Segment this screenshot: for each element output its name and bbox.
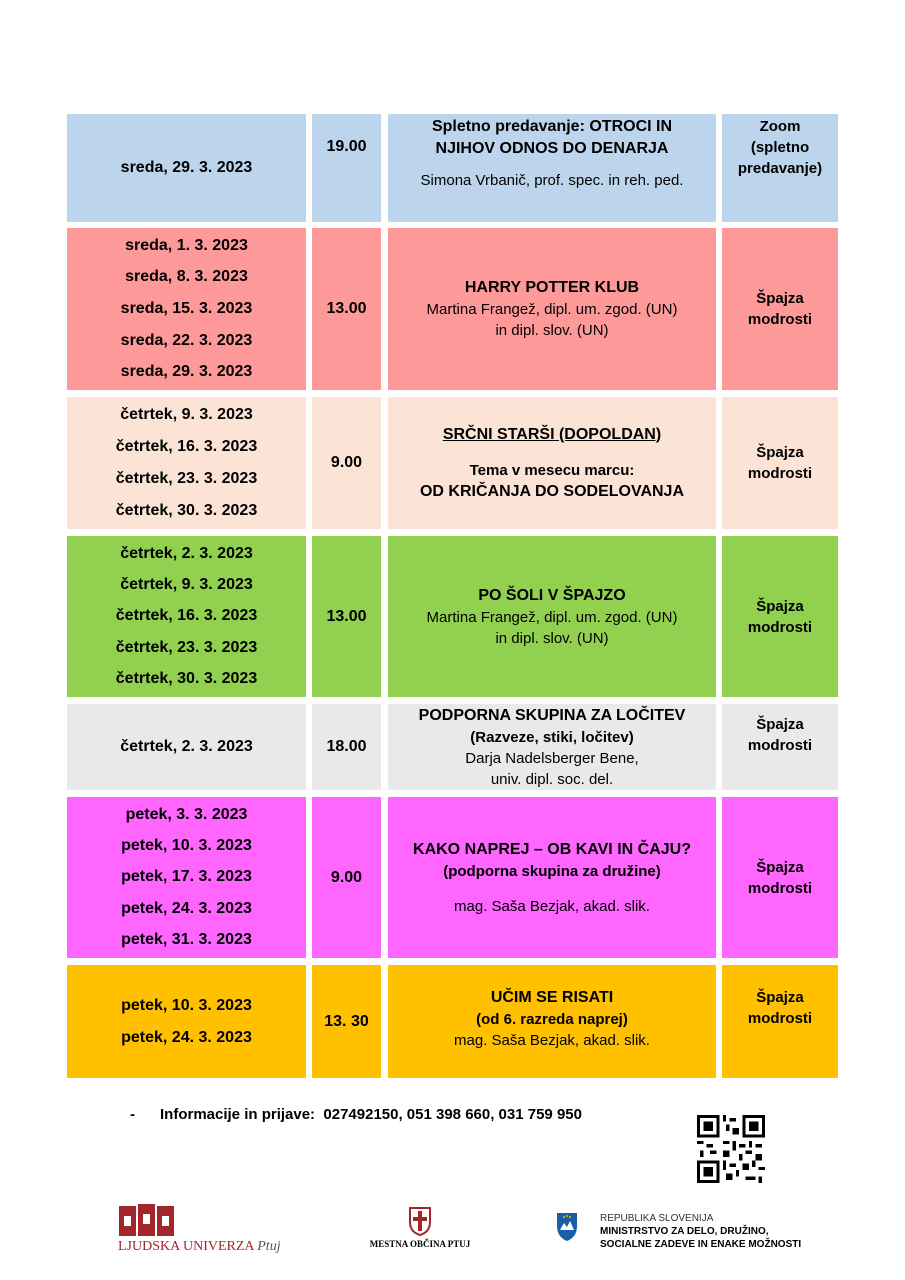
event-row-3 <box>67 397 838 529</box>
location-line: predavanje) <box>737 160 823 177</box>
event-subtitle: (od 6. razreda naprej) <box>476 1011 628 1028</box>
location-line: modrosti <box>747 311 813 328</box>
logo-text: MINISTRSTVO ZA DELO, DRUŽINO, <box>600 1226 769 1237</box>
event-presenter: in dipl. slov. (UN) <box>495 629 609 647</box>
logo-text: REPUBLIKA SLOVENIJA <box>600 1213 714 1224</box>
time-cell <box>312 228 381 390</box>
event-date: četrtek, 30. 3. 2023 <box>115 502 258 519</box>
event-row-5 <box>67 704 838 790</box>
event-date: četrtek, 30. 3. 2023 <box>115 670 258 688</box>
event-date: četrtek, 2. 3. 2023 <box>120 544 253 562</box>
event-row-7 <box>67 965 838 1078</box>
event-presenter: mag. Saša Bezjak, akad. slik. <box>454 1032 650 1049</box>
mestna-obcina-logo <box>360 1206 480 1256</box>
event-row-1 <box>67 114 838 222</box>
event-title: PODPORNA SKUPINA ZA LOČITEV <box>418 706 686 724</box>
time-cell <box>312 114 381 222</box>
event-presenter: univ. dipl. soc. del. <box>490 770 614 788</box>
location-cell <box>722 228 838 390</box>
event-date: petek, 17. 3. 2023 <box>121 868 252 886</box>
location-cell <box>722 114 838 222</box>
location-line: modrosti <box>747 465 813 482</box>
location-cell <box>722 965 838 1078</box>
event-presenter: Simona Vrbanič, prof. spec. in reh. ped. <box>420 172 684 189</box>
title-cell <box>388 797 716 958</box>
title-cell <box>388 704 716 790</box>
ministry-logo <box>556 1212 826 1258</box>
event-title: PO ŠOLI V ŠPAJZO <box>478 586 626 604</box>
location-line: Zoom <box>759 118 801 135</box>
location-cell <box>722 536 838 697</box>
time-cell <box>312 965 381 1078</box>
location-line: Špajza <box>756 989 804 1006</box>
location-line: Špajza <box>756 716 804 733</box>
title-main: OTROCI IN NJIHOV ODNOS DO DENARJA <box>435 118 673 157</box>
coat-of-arms-icon <box>408 1206 432 1236</box>
time-cell <box>312 536 381 697</box>
event-date: četrtek, 16. 3. 2023 <box>115 438 258 455</box>
title-cell <box>388 965 716 1078</box>
logo-text: UNIVERZA <box>182 1239 254 1254</box>
time-cell <box>312 797 381 958</box>
event-title: HARRY POTTER KLUB <box>464 279 640 296</box>
date-cell <box>67 114 306 222</box>
event-date: četrtek, 23. 3. 2023 <box>115 638 258 656</box>
location-line: modrosti <box>747 618 813 636</box>
event-date: petek, 24. 3. 2023 <box>121 1028 252 1046</box>
event-time: 18.00 <box>326 738 367 755</box>
date-cell <box>67 797 306 958</box>
date-cell <box>67 965 306 1078</box>
time-cell <box>312 704 381 790</box>
title-cell <box>388 397 716 529</box>
date-cell <box>67 536 306 697</box>
event-time: 9.00 <box>330 868 363 886</box>
date-cell <box>67 397 306 529</box>
building-icon <box>118 1202 176 1236</box>
event-subtitle: (podporna skupina za družine) <box>443 862 661 880</box>
event-presenter: in dipl. slov. (UN) <box>495 322 609 339</box>
event-title: KAKO NAPREJ – OB KAVI IN ČAJU? <box>413 840 691 858</box>
info-label: Informacije in prijave: <box>160 1106 316 1123</box>
event-date: sreda, 22. 3. 2023 <box>120 331 253 349</box>
event-date: četrtek, 2. 3. 2023 <box>120 738 253 755</box>
event-presenter: mag. Saša Bezjak, akad. slik. <box>454 897 650 915</box>
event-date: četrtek, 9. 3. 2023 <box>120 406 253 423</box>
event-presenter: Martina Frangež, dipl. um. zgod. (UN) <box>426 608 678 626</box>
event-presenter: Darja Nadelsberger Bene, <box>465 749 639 767</box>
date-cell <box>67 704 306 790</box>
title-prefix: Spletno predavanje: <box>431 118 585 135</box>
event-date: četrtek, 16. 3. 2023 <box>115 607 258 625</box>
title-cell <box>388 228 716 390</box>
event-row-2 <box>67 228 838 390</box>
event-date: petek, 10. 3. 2023 <box>121 837 252 855</box>
event-date: sreda, 29. 3. 2023 <box>120 363 253 381</box>
event-date: četrtek, 23. 3. 2023 <box>115 470 258 487</box>
event-date: sreda, 15. 3. 2023 <box>120 299 253 317</box>
logo-text: MESTNA OBČINA PTUJ <box>369 1239 471 1249</box>
event-date: sreda, 29. 3. 2023 <box>120 159 253 176</box>
location-cell <box>722 797 838 958</box>
event-title <box>388 116 716 160</box>
logo-text: SOCIALNE ZADEVE IN ENAKE MOŽNOSTI <box>600 1239 802 1250</box>
ljudska-univerza-logo <box>118 1202 288 1262</box>
time-cell <box>312 397 381 529</box>
event-date: petek, 10. 3. 2023 <box>121 996 252 1014</box>
event-time: 9.00 <box>330 454 363 471</box>
location-line: modrosti <box>747 1010 813 1027</box>
event-date: petek, 3. 3. 2023 <box>125 805 248 823</box>
info-numbers: 027492150, 051 398 660, 031 759 950 <box>323 1106 582 1123</box>
title-cell <box>388 536 716 697</box>
location-line: (spletno <box>750 139 810 156</box>
event-time: 19.00 <box>326 138 367 155</box>
location-line: Špajza <box>756 597 804 615</box>
event-date: petek, 24. 3. 2023 <box>121 899 252 917</box>
event-date: petek, 31. 3. 2023 <box>121 931 252 949</box>
logo-text: LJUDSKA <box>118 1239 180 1254</box>
event-date: sreda, 8. 3. 2023 <box>125 268 248 286</box>
qr-code-icon[interactable] <box>697 1115 765 1183</box>
title-cell <box>388 114 716 222</box>
event-row-6 <box>67 797 838 958</box>
date-cell <box>67 228 306 390</box>
event-presenter: Martina Frangež, dipl. um. zgod. (UN) <box>426 301 678 318</box>
logo-text: Ptuj <box>257 1239 281 1254</box>
event-time: 13. 30 <box>324 1012 369 1030</box>
location-cell <box>722 704 838 790</box>
event-topic: OD KRIČANJA DO SODELOVANJA <box>419 482 685 500</box>
event-time: 13.00 <box>326 607 367 625</box>
location-cell <box>722 397 838 529</box>
bullet-dash: - <box>130 1106 135 1123</box>
event-subtitle: (Razveze, stiki, ločitev) <box>470 728 634 746</box>
location-line: Špajza <box>756 444 804 461</box>
event-time: 13.00 <box>326 300 367 317</box>
event-subtitle: Tema v mesecu marcu: <box>469 461 635 479</box>
slovenia-emblem-icon <box>556 1212 578 1242</box>
event-date: sreda, 1. 3. 2023 <box>125 236 248 254</box>
location-line: modrosti <box>747 879 813 897</box>
location-line: modrosti <box>747 737 813 754</box>
event-title: UČIM SE RISATI <box>490 989 614 1006</box>
location-line: Špajza <box>756 858 804 876</box>
location-line: Špajza <box>756 290 804 307</box>
event-row-4 <box>67 536 838 697</box>
event-title: SRČNI STARŠI (DOPOLDAN) <box>442 425 662 443</box>
contact-info <box>130 1106 582 1123</box>
event-date: četrtek, 9. 3. 2023 <box>120 576 253 594</box>
